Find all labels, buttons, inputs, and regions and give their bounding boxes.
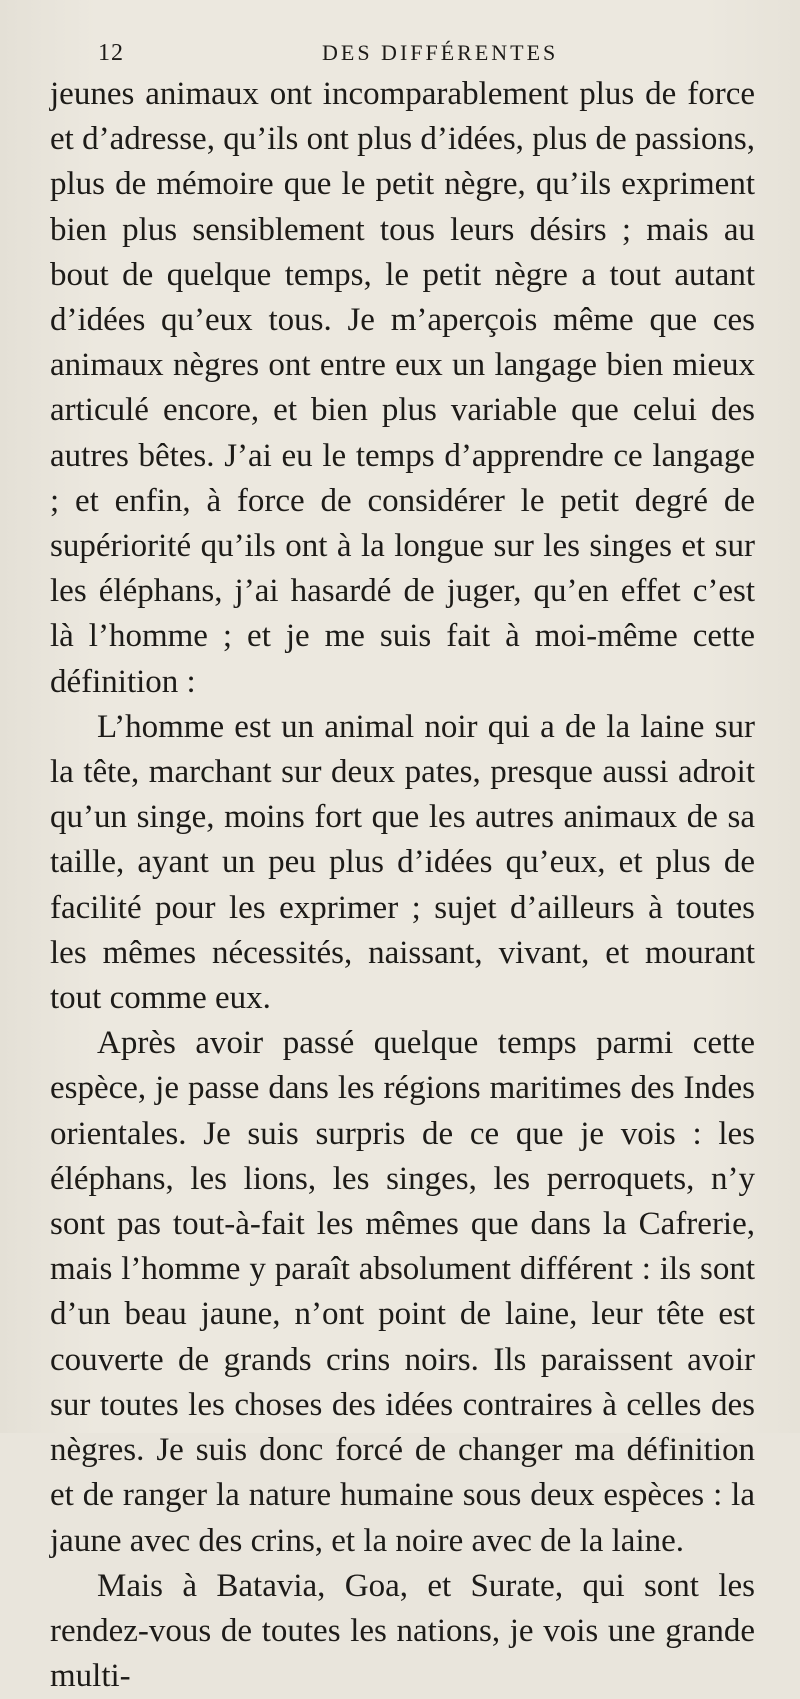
paragraph-3: Après avoir passé quelque temps parmi cette espèce, je passe dans les régions maritimes des Indes orientales. Je suis surpris de ce que je vois : les éléphans, les lions, les singes, les perroquets, n’y sont pas tout-à-fait les mêmes que dans la Cafrerie, mais l’homme y paraît absolument différent : ils sont d’un beau jaune, n’ont point de laine, leur tête est couverte de grands crins noirs. Ils paraissent avoir sur toutes les choses des idées contraires à celles des nègres. Je suis donc forcé de changer ma définition et de ranger la nature humaine sous deux espèces : la jaune avec des crins, et la noire avec de la laine. (50, 1025, 755, 1559)
running-head: DES DIFFÉRENTES (322, 40, 559, 65)
paragraph-1: jeunes animaux ont incomparablement plus de force et d’adresse, qu’ils ont plus d’idées, plus de passions, plus de mémoire que le petit nègre, qu’ils expriment bien plus sensiblement tous leurs désirs ; mais au bout de quelque temps, le petit nègre a tout autant d’idées qu’eux tous. Je m’aperçois même que ces animaux nègres ont entre eux un langage bien mieux articulé encore, et bien plus variable que celui des autres bêtes. J’ai eu le temps d’apprendre ce langage ; et enfin, à force de considérer le petit degré de supériorité qu’ils ont à la longue sur les singes et sur les éléphans, j’ai hasardé de juger, qu’en effet c’est là l’homme ; et je me suis fait à moi-même cette définition : (50, 76, 755, 700)
page-header (0, 36, 800, 70)
paragraph-2: L’homme est un animal noir qui a de la laine sur la tête, marchant sur deux pates, presque aussi adroit qu’un singe, moins fort que les autres animaux de sa taille, ayant un peu plus d’idées qu’eux, et plus de facilité pour les exprimer ; sujet d’ailleurs à toutes les mêmes nécessités, naissant, vivant, et mourant tout comme eux. (50, 708, 755, 1017)
paragraph-4: Mais à Batavia, Goa, et Surate, qui sont les rendez-vous de toutes les nations, je vois une grande multi- (50, 1567, 755, 1695)
body-text (50, 72, 755, 1699)
page-number: 12 (98, 40, 124, 66)
